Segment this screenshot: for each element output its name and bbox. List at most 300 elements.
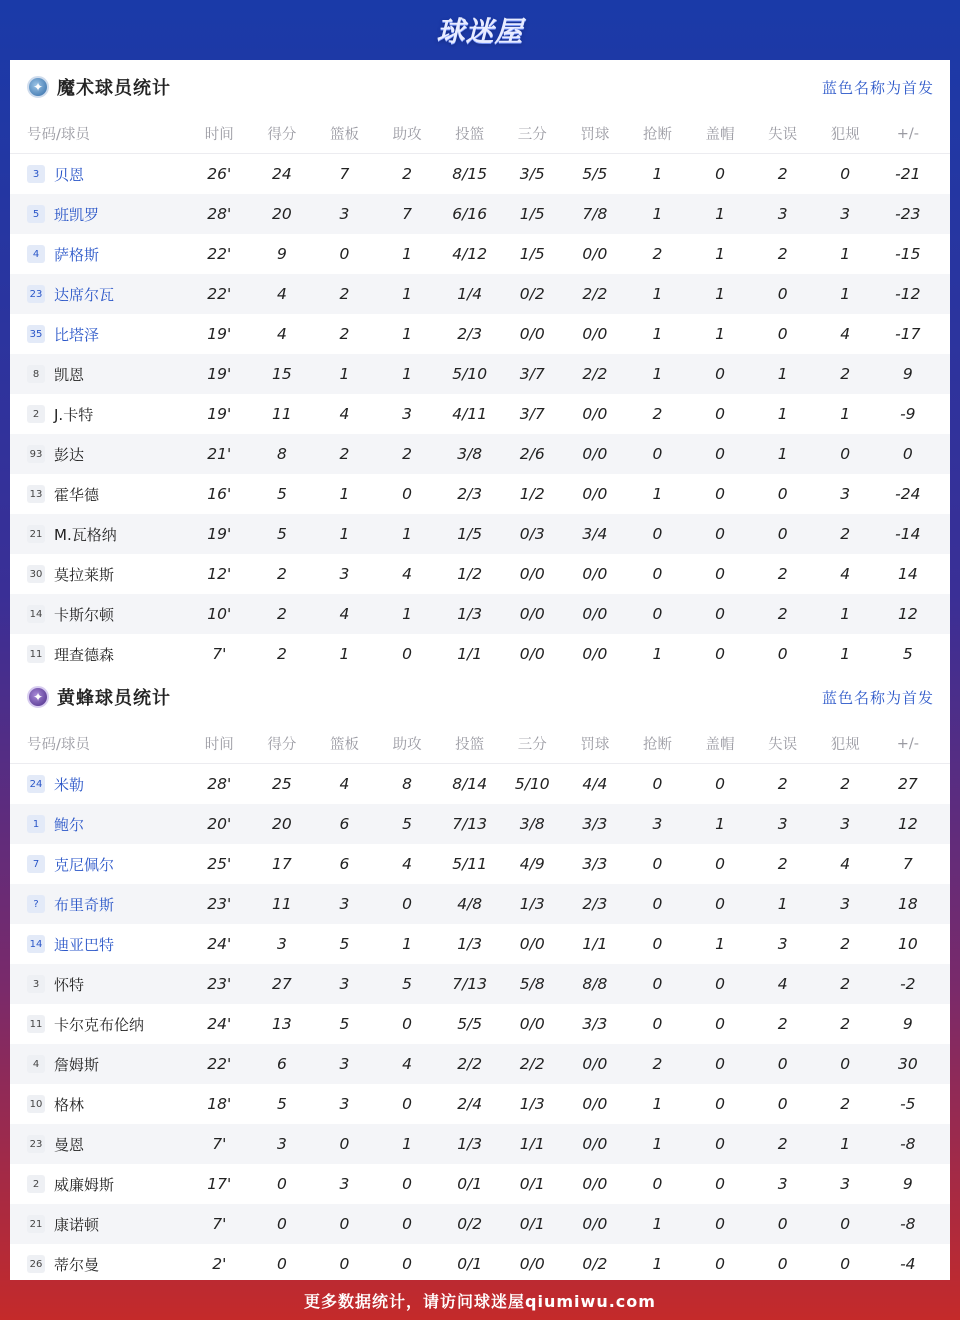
stat-cell: 1/3	[457, 1135, 483, 1153]
table-row	[10, 764, 950, 804]
player-name: 曼恩	[54, 1135, 85, 1154]
stat-cell: 1	[840, 405, 851, 423]
stat-cell: 4/11	[452, 405, 488, 423]
stat-cell: -8	[900, 1135, 916, 1153]
column-header: +/-	[896, 125, 919, 142]
stat-cell: 5/5	[457, 1015, 483, 1033]
stat-cell: 1	[339, 365, 350, 383]
table-row	[10, 234, 950, 274]
stat-cell: 1	[840, 285, 851, 303]
stat-cell: 3	[777, 205, 788, 223]
table-row	[10, 154, 950, 194]
stat-cell: 1	[339, 485, 350, 503]
column-header: 投篮	[455, 127, 485, 143]
jersey-number-badge: 23	[27, 1135, 45, 1153]
player-cell	[10, 1254, 188, 1275]
jersey-number-badge: 24	[27, 775, 45, 793]
stat-cell: 2	[777, 565, 788, 583]
stat-cell: 0	[715, 365, 725, 383]
player-name: 鲍尔	[54, 815, 85, 834]
stat-cell: 0/2	[457, 1215, 483, 1233]
stat-cell: -21	[895, 165, 921, 183]
stat-cell: 3	[840, 1175, 851, 1193]
stat-cell: 18'	[207, 1095, 232, 1113]
stat-cell: 8	[276, 445, 287, 463]
stat-cell: 0	[715, 1095, 725, 1113]
stat-cell: 0	[652, 525, 663, 543]
stat-cell: 2	[840, 365, 851, 383]
jersey-number-badge: 4	[27, 245, 45, 263]
stat-cell: 0	[715, 775, 725, 793]
player-cell	[10, 1134, 188, 1155]
stat-cell: 0	[715, 1215, 725, 1233]
column-header: 罚球	[580, 127, 610, 143]
player-cell	[10, 1214, 188, 1235]
stat-cell: -23	[895, 205, 921, 223]
jersey-number-badge: 2	[27, 405, 45, 423]
table-row	[10, 884, 950, 924]
magic-logo-icon: ✦	[27, 76, 49, 98]
stat-cell: 1/3	[457, 605, 483, 623]
column-header: 三分	[517, 737, 547, 753]
player-cell	[10, 444, 188, 465]
stat-cell: 1	[840, 605, 851, 623]
stat-cell: 3	[339, 895, 350, 913]
stat-cell: 2	[777, 855, 788, 873]
table-row	[10, 514, 950, 554]
player-name: M.瓦格纳	[54, 525, 117, 544]
stat-cell: 1	[777, 895, 788, 913]
stat-cell: 5	[402, 815, 413, 833]
stat-cell: -17	[895, 325, 921, 343]
stat-cell: 0/0	[582, 1175, 608, 1193]
stat-cell: 1	[840, 645, 851, 663]
stat-cell: 1	[652, 485, 663, 503]
table-row	[10, 1084, 950, 1124]
stat-cell: 0	[777, 285, 788, 303]
stat-cell: 0/1	[457, 1255, 483, 1273]
table-row	[10, 594, 950, 634]
starter-legend-note: 蓝色名称为首发	[821, 78, 934, 97]
stat-cell: 1	[777, 445, 788, 463]
player-cell	[10, 974, 188, 995]
player-cell	[10, 284, 188, 305]
stat-cell: 3	[339, 1055, 350, 1073]
jersey-number-badge: 2	[27, 1175, 45, 1193]
stat-cell: 0	[715, 975, 725, 993]
stat-cell: 3	[339, 565, 350, 583]
column-header: 助攻	[392, 737, 422, 753]
stat-cell: 0	[402, 1255, 413, 1273]
stat-cell: 20	[272, 205, 292, 223]
stat-cell: 0/1	[519, 1215, 545, 1233]
player-cell	[10, 324, 188, 345]
player-name: 康诺顿	[54, 1215, 100, 1234]
stat-cell: 0/0	[519, 935, 545, 953]
stat-cell: 1	[402, 285, 413, 303]
stat-cell: 0	[777, 525, 788, 543]
column-header: 抢断	[642, 737, 672, 753]
stat-cell: 4	[402, 1055, 413, 1073]
stat-cell: 24	[272, 165, 292, 183]
column-header: 失误	[768, 737, 798, 753]
stat-cell: 0	[777, 645, 788, 663]
stat-cell: 1	[715, 205, 725, 223]
stat-cell: 18	[897, 895, 918, 913]
stat-cell: 0	[652, 565, 663, 583]
stat-cell: 1	[715, 325, 725, 343]
stat-cell: 9	[902, 1175, 913, 1193]
jersey-number-badge: 10	[27, 1095, 45, 1113]
stat-cell: 1/3	[519, 1095, 545, 1113]
stat-cell: 2/3	[457, 325, 483, 343]
stat-cell: 5/8	[519, 975, 545, 993]
column-header: 犯规	[830, 127, 860, 143]
stat-cell: 0/2	[582, 1255, 608, 1273]
stat-cell: 22'	[207, 245, 232, 263]
stat-cell: -8	[900, 1215, 916, 1233]
stat-cell: 0	[840, 1215, 851, 1233]
stat-cell: 25	[272, 775, 292, 793]
stat-cell: 4	[840, 325, 851, 343]
brand-bar	[0, 0, 960, 60]
stat-cell: 0	[402, 485, 413, 503]
stat-cell: 10'	[207, 605, 232, 623]
stat-cell: 17	[272, 855, 292, 873]
stat-cell: 1	[777, 405, 788, 423]
stat-cell: 2	[777, 165, 788, 183]
stat-cell: 5	[902, 645, 913, 663]
column-header: 盖帽	[705, 737, 735, 753]
stat-cell: 6	[339, 815, 350, 833]
table-row	[10, 844, 950, 884]
player-cell	[10, 644, 188, 665]
player-name: 布里奇斯	[54, 895, 115, 914]
table-row	[10, 924, 950, 964]
stat-cell: 0	[777, 1215, 788, 1233]
stat-cell: 4/8	[457, 895, 483, 913]
player-cell	[10, 604, 188, 625]
stat-cell: 1	[402, 245, 413, 263]
player-name: 霍华德	[54, 485, 100, 504]
stat-cell: 0	[715, 1055, 725, 1073]
stat-cell: 8/14	[452, 775, 488, 793]
jersey-number-badge: 3	[27, 975, 45, 993]
stat-cell: 12	[897, 815, 918, 833]
stat-cell: 3	[840, 205, 851, 223]
stat-cell: 0/0	[582, 325, 608, 343]
stat-cell: 3	[840, 895, 851, 913]
stat-cell: 0	[715, 1255, 725, 1273]
column-header: +/-	[896, 735, 919, 752]
stat-cell: 2/6	[519, 445, 545, 463]
stat-cell: 23'	[207, 975, 232, 993]
stat-cell: 1/3	[457, 935, 483, 953]
jersey-number-badge: 8	[27, 365, 45, 383]
stat-cell: 19'	[207, 365, 232, 383]
column-header: 篮板	[329, 127, 359, 143]
stat-cell: 3	[276, 935, 287, 953]
stat-cell: 0	[339, 1255, 350, 1273]
stat-cell: 9	[276, 245, 287, 263]
stat-cell: 0/0	[582, 1055, 608, 1073]
stat-cell: 0/0	[582, 605, 608, 623]
stat-cell: 2	[652, 405, 663, 423]
stat-cell: 4	[339, 775, 350, 793]
stat-cell: 11	[272, 895, 292, 913]
player-name: 卡尔克布伦纳	[54, 1015, 145, 1034]
stat-cell: 13	[272, 1015, 292, 1033]
stat-cell: 0	[777, 1255, 788, 1273]
stat-cell: 2	[339, 285, 350, 303]
stat-cell: 5	[339, 1015, 350, 1033]
stat-cell: 2	[840, 1095, 851, 1113]
stat-cell: 19'	[207, 525, 232, 543]
stat-cell: 0	[276, 1255, 287, 1273]
jersey-number-badge: 21	[27, 1215, 45, 1233]
stat-cell: 1/5	[519, 245, 545, 263]
stat-cell: 0	[402, 645, 413, 663]
stat-cell: 1	[402, 605, 413, 623]
stat-cell: 0	[777, 1095, 788, 1113]
stat-cell: 21'	[207, 445, 232, 463]
footer-banner: 更多数据统计，请访问球迷屋qiumiwu.com	[304, 1291, 656, 1311]
column-header: 时间	[204, 127, 234, 143]
stat-cell: 1	[339, 525, 350, 543]
stat-cell: 3	[777, 935, 788, 953]
stat-cell: 0/1	[519, 1175, 545, 1193]
stat-cell: 28'	[207, 205, 232, 223]
stat-cell: 2	[276, 605, 287, 623]
stat-cell: 3	[276, 1135, 287, 1153]
stat-cell: 2	[652, 245, 663, 263]
table-row	[10, 1204, 950, 1244]
stat-cell: 0/0	[582, 1135, 608, 1153]
stat-cell: 2/3	[457, 485, 483, 503]
stat-cell: 0	[715, 525, 725, 543]
column-header: 号码/球员	[27, 737, 90, 753]
column-header: 时间	[204, 737, 234, 753]
column-header: 助攻	[392, 127, 422, 143]
player-cell	[10, 1014, 188, 1035]
stat-cell: 0/0	[582, 485, 608, 503]
stat-cell: 0	[715, 645, 725, 663]
stat-cell: 2	[276, 565, 287, 583]
stat-cell: 17'	[207, 1175, 232, 1193]
column-header: 号码/球员	[27, 127, 90, 143]
stat-cell: 1	[652, 365, 663, 383]
stat-cell: 2	[840, 975, 851, 993]
stat-cell: -9	[900, 405, 916, 423]
column-header: 盖帽	[705, 127, 735, 143]
stat-cell: 3/4	[582, 525, 608, 543]
jersey-number-badge: 11	[27, 1015, 45, 1033]
stat-cell: 3/8	[457, 445, 483, 463]
stat-cell: 10	[897, 935, 918, 953]
stat-cell: 1	[840, 245, 851, 263]
player-cell	[10, 364, 188, 385]
stat-cell: 0	[652, 605, 663, 623]
stat-cell: 2	[777, 1015, 788, 1033]
stat-cell: 0	[840, 445, 851, 463]
player-name: 蒂尔曼	[54, 1255, 100, 1274]
stat-cell: 3/7	[519, 405, 545, 423]
stat-cell: 0/0	[519, 1015, 545, 1033]
stat-cell: 0	[715, 1135, 725, 1153]
stat-cell: 3	[777, 815, 788, 833]
stat-cell: 1	[715, 935, 725, 953]
stat-cell: 0	[715, 165, 725, 183]
stat-cell: 1/2	[457, 565, 483, 583]
table-row	[10, 804, 950, 844]
stat-cell: 1/5	[457, 525, 483, 543]
player-cell	[10, 564, 188, 585]
stat-cell: 1/3	[519, 895, 545, 913]
stat-cell: -14	[895, 525, 921, 543]
stat-cell: 0/0	[582, 1095, 608, 1113]
stat-cell: 0	[652, 895, 663, 913]
stat-cell: 4	[402, 855, 413, 873]
stat-cell: 0	[652, 855, 663, 873]
stat-cell: 1	[715, 815, 725, 833]
stat-cell: 0	[777, 325, 788, 343]
stat-cell: 1	[652, 1095, 663, 1113]
player-name: 威廉姆斯	[54, 1175, 115, 1194]
jersey-number-badge: 13	[27, 485, 45, 503]
stat-cell: 0/0	[582, 245, 608, 263]
section-header	[10, 60, 950, 114]
team-section-hornets	[10, 670, 950, 1284]
stat-cell: 1	[652, 1215, 663, 1233]
stats-card	[10, 60, 950, 1280]
stat-cell: 1/2	[519, 485, 545, 503]
stat-cell: 3	[652, 815, 663, 833]
player-name: 卡斯尔顿	[54, 605, 115, 624]
stat-cell: 1	[652, 285, 663, 303]
jersey-number-badge: 3	[27, 165, 45, 183]
player-name: 米勒	[54, 775, 85, 794]
stat-cell: 3/8	[519, 815, 545, 833]
stat-cell: 6	[276, 1055, 287, 1073]
stat-cell: 2	[276, 645, 287, 663]
stat-cell: -15	[895, 245, 921, 263]
table-row	[10, 634, 950, 674]
stat-cell: 1/1	[582, 935, 608, 953]
column-header: 得分	[267, 737, 297, 753]
stat-cell: 5	[276, 1095, 287, 1113]
stat-cell: 9	[902, 1015, 913, 1033]
column-header: 三分	[517, 127, 547, 143]
stat-cell: 0/0	[519, 1255, 545, 1273]
player-cell	[10, 1094, 188, 1115]
player-cell	[10, 854, 188, 875]
stat-cell: 8/15	[452, 165, 488, 183]
stat-cell: 2/4	[457, 1095, 483, 1113]
stat-cell: 5	[276, 485, 287, 503]
stat-cell: 2	[652, 1055, 663, 1073]
stat-cell: 7'	[212, 645, 227, 663]
stat-cell: 12'	[207, 565, 232, 583]
stat-cell: 0/0	[582, 405, 608, 423]
stat-cell: 0/3	[519, 525, 545, 543]
table-row	[10, 1164, 950, 1204]
stat-cell: 5/11	[452, 855, 488, 873]
stat-cell: 1	[777, 365, 788, 383]
stat-cell: 0/0	[582, 645, 608, 663]
table-row	[10, 1004, 950, 1044]
column-header: 抢断	[642, 127, 672, 143]
stat-cell: -5	[900, 1095, 916, 1113]
table-row	[10, 1044, 950, 1084]
stat-cell: 5/10	[452, 365, 488, 383]
jersey-number-badge: 26	[27, 1255, 45, 1273]
stat-cell: 5	[339, 935, 350, 953]
jersey-number-badge: 1	[27, 815, 45, 833]
stat-cell: 0	[715, 445, 725, 463]
stat-cell: 24'	[207, 935, 232, 953]
table-row	[10, 1124, 950, 1164]
stat-cell: 0	[840, 1255, 851, 1273]
stat-cell: 2	[777, 245, 788, 263]
jersey-number-badge: 93	[27, 445, 45, 463]
table-row	[10, 964, 950, 1004]
stat-cell: 0	[777, 1055, 788, 1073]
stat-cell: 20	[272, 815, 292, 833]
stat-cell: 2'	[212, 1255, 227, 1273]
team-section-magic	[10, 60, 950, 674]
stat-cell: 3	[402, 405, 413, 423]
jersey-number-badge: ?	[27, 895, 45, 913]
player-name: 比塔泽	[54, 325, 100, 344]
stat-cell: 7'	[212, 1135, 227, 1153]
stat-cell: 9	[902, 365, 913, 383]
stat-cell: 2/2	[582, 285, 608, 303]
stat-cell: 4	[840, 855, 851, 873]
stat-cell: 3	[339, 205, 350, 223]
stat-cell: 22'	[207, 285, 232, 303]
stat-cell: 20'	[207, 815, 232, 833]
stat-cell: 3	[339, 1095, 350, 1113]
stat-cell: 0	[339, 245, 350, 263]
player-cell	[10, 1174, 188, 1195]
table-row	[10, 554, 950, 594]
table-row	[10, 274, 950, 314]
stat-cell: 4	[402, 565, 413, 583]
stat-cell: 0	[902, 445, 913, 463]
stat-cell: 0	[652, 1015, 663, 1033]
stat-cell: 26'	[207, 165, 232, 183]
stat-cell: 1/5	[519, 205, 545, 223]
stat-cell: 0	[402, 1015, 413, 1033]
stat-cell: 0/0	[519, 645, 545, 663]
stat-cell: 4	[840, 565, 851, 583]
stat-cell: 0	[402, 895, 413, 913]
stat-cell: 0	[402, 1215, 413, 1233]
stat-cell: 0	[715, 605, 725, 623]
stat-cell: 4/12	[452, 245, 488, 263]
jersey-number-badge: 30	[27, 565, 45, 583]
player-name: 凯恩	[54, 365, 85, 384]
stat-cell: 0	[339, 1135, 350, 1153]
stat-cell: 1/4	[457, 285, 483, 303]
stat-cell: 3	[339, 1175, 350, 1193]
player-cell	[10, 244, 188, 265]
player-cell	[10, 934, 188, 955]
player-name: 格林	[54, 1095, 85, 1114]
stat-cell: 1	[715, 245, 725, 263]
stat-cell: 2	[840, 525, 851, 543]
column-header: 投篮	[455, 737, 485, 753]
